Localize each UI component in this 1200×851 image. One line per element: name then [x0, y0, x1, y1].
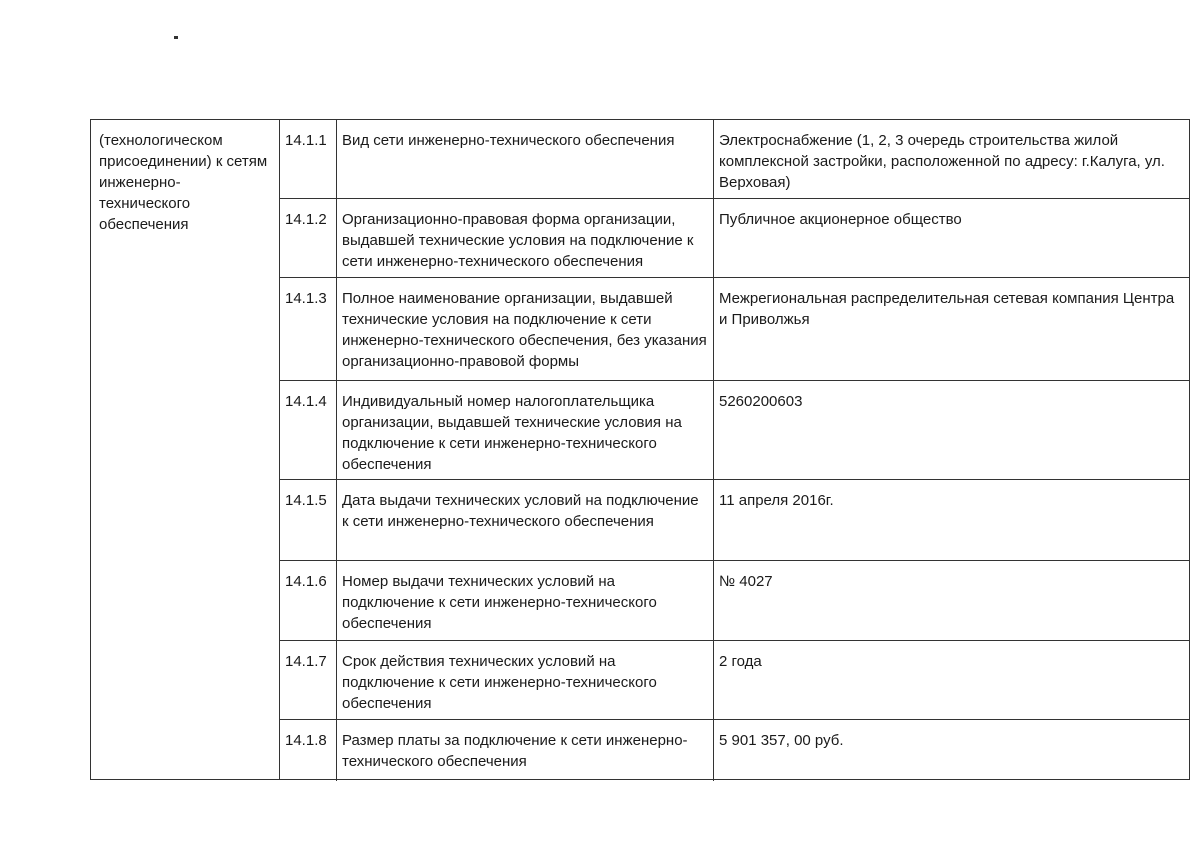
- row-name: Вид сети инженерно-технического обеспечения: [337, 120, 714, 198]
- table-row: [280, 381, 1189, 480]
- row-value: 5260200603: [719, 393, 803, 410]
- row-value: 2 года: [719, 653, 762, 670]
- row-number: 14.1.7: [280, 641, 337, 719]
- row-number: 14.1.1: [280, 120, 337, 198]
- row-name: Номер выдачи технических условий на подключение к сети инженерно-технического обеспечения: [337, 561, 714, 640]
- table-row: [280, 561, 1189, 641]
- row-value: № 4027: [719, 573, 773, 590]
- row-name: Полное наименование организации, выдавшей технические условия на подключение к сети инженерно-технического обеспечения, без указания организационно-правовой формы: [337, 278, 714, 380]
- row-name: Срок действия технических условий на подключение к сети инженерно-технического обеспечения: [337, 641, 714, 719]
- row-number: 14.1.4: [280, 381, 337, 479]
- row-value: Публичное акционерное общество: [719, 211, 962, 228]
- row-number: 14.1.8: [280, 720, 337, 781]
- row-value: 11 апреля 2016г.: [719, 492, 834, 509]
- row-value: Электроснабжение (1, 2, 3 очередь строительства жилой комплексной застройки, расположенной по адресу: г.Калуга, ул. Верховая): [719, 132, 1165, 191]
- table-row: [280, 480, 1189, 561]
- row-name: Индивидуальный номер налогоплательщика организации, выдавшей технические условия на подключение к сети инженерно-технического обеспечения: [337, 381, 714, 479]
- table-row: [280, 278, 1189, 381]
- row-number: 14.1.3: [280, 278, 337, 380]
- row-number: 14.1.5: [280, 480, 337, 560]
- scan-speck: [174, 36, 178, 39]
- table-row: [280, 641, 1189, 720]
- row-value: Межрегиональная распределительная сетевая компания Центра и Приволжья: [719, 290, 1175, 328]
- table-row: [280, 199, 1189, 278]
- row-name: Размер платы за подключение к сети инженерно-технического обеспечения: [337, 720, 714, 781]
- row-number: 14.1.6: [280, 561, 337, 640]
- table-row: [280, 720, 1189, 781]
- row-name: Организационно-правовая форма организации, выдавшей технические условия на подключение к сети инженерно-технического обеспечения: [337, 199, 714, 277]
- row-number: 14.1.2: [280, 199, 337, 277]
- document-table: [90, 119, 1190, 780]
- table-row: [280, 120, 1189, 199]
- row-name: Дата выдачи технических условий на подключение к сети инженерно-технического обеспечения: [337, 480, 714, 560]
- row-value: 5 901 357, 00 руб.: [719, 732, 844, 749]
- section-label: (технологическом присоединении) к сетям инженерно-технического обеспечения: [91, 120, 280, 779]
